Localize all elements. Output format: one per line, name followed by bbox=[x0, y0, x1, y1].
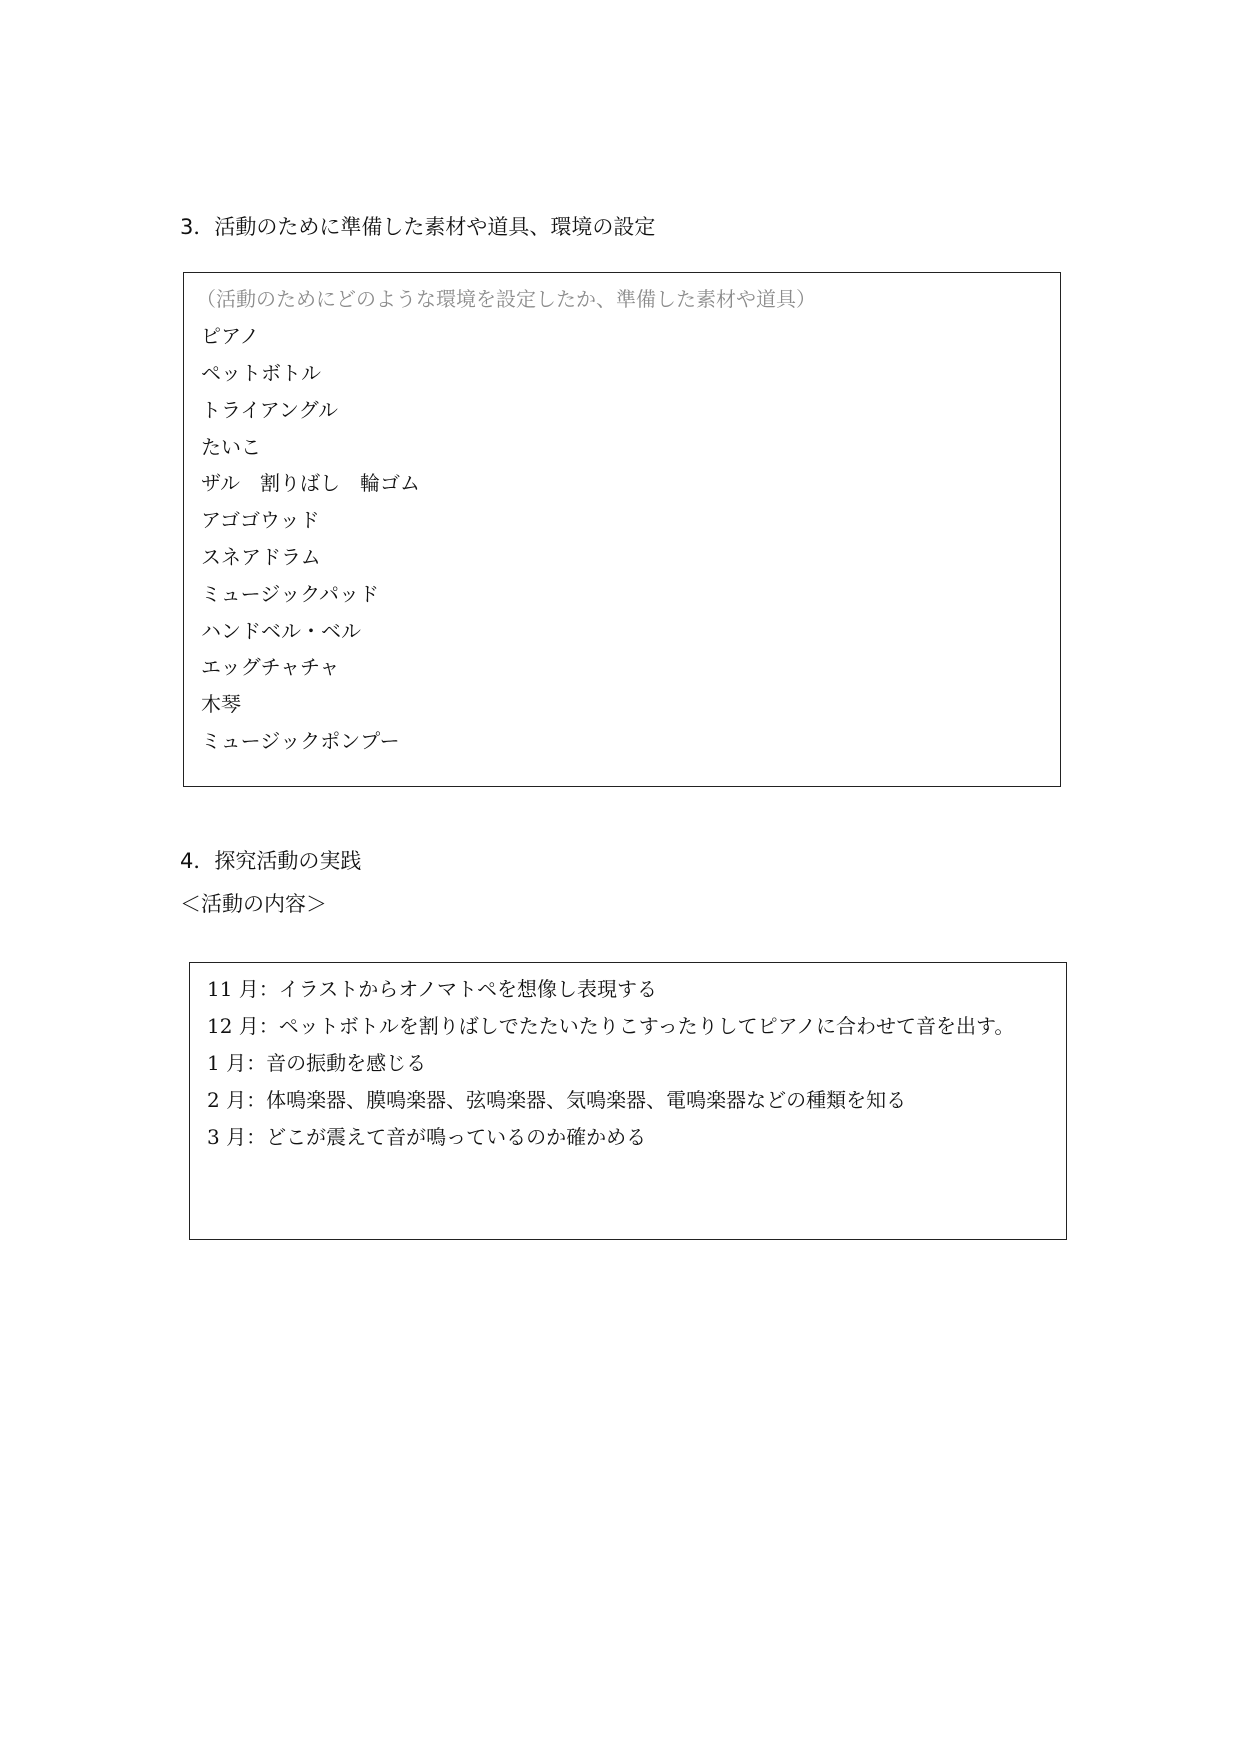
material-item: スネアドラム bbox=[201, 545, 321, 569]
activity-entries bbox=[207, 971, 1057, 1156]
material-item: ピアノ bbox=[201, 324, 260, 348]
material-item: エッグチャチャ bbox=[201, 655, 340, 679]
material-item: アゴゴウッド bbox=[201, 508, 320, 532]
section-4-heading: 4．探究活動の実践 bbox=[180, 849, 362, 873]
material-item: ザル 割りばし 輪ゴム bbox=[201, 471, 420, 495]
material-item: たいこ bbox=[201, 435, 261, 459]
material-item: ミュージックパッド bbox=[201, 582, 379, 606]
activity-content-subheading: ＜活動の内容＞ bbox=[180, 892, 327, 916]
material-item: ペットボトル bbox=[201, 361, 321, 385]
material-item: 木琴 bbox=[201, 692, 241, 716]
material-item: トライアングル bbox=[201, 398, 338, 422]
material-item: ミュージックポンプー bbox=[201, 729, 400, 753]
activity-entry: 2 月：体鳴楽器、膜鳴楽器、弦鳴楽器、気鳴楽器、電鳴楽器などの種類を知る bbox=[207, 1088, 907, 1112]
activity-entry: 11 月：イラストからオノマトペを想像し表現する bbox=[207, 977, 658, 1001]
activity-entry: 12 月：ペットボトルを割りばしでたたいたりこすったりしてピアノに合わせて音を出す。 bbox=[207, 1014, 1015, 1038]
material-item: ハンドベル・ベル bbox=[201, 619, 361, 643]
section-3-heading: 3．活動のために準備した素材や道具、環境の設定 bbox=[180, 215, 656, 239]
activity-entry: 1 月：音の振動を感じる bbox=[207, 1051, 427, 1075]
activity-entry: 3 月：どこが震えて音が鳴っているのか確かめる bbox=[207, 1125, 647, 1149]
materials-hint: （活動のためにどのような環境を設定したか、準備した素材や道具） bbox=[196, 287, 816, 311]
